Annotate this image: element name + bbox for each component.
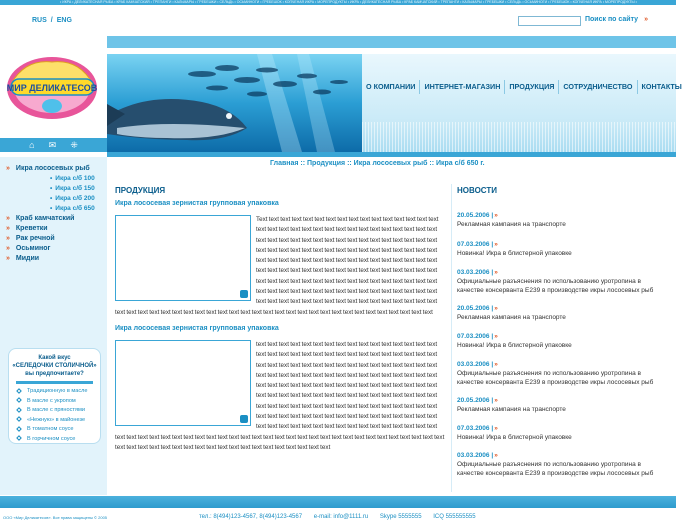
menu-item-crab[interactable]: » Краб камчатский — [6, 215, 75, 222]
copyright: ООО «Мир Деликатесов». Все права защищены © 2005 — [3, 515, 108, 520]
news-date: 07.03.2006 — [457, 241, 490, 248]
search-input[interactable] — [518, 16, 581, 26]
submenu-item[interactable]: • Икра с/б 100 — [6, 174, 95, 184]
header-stripe — [107, 36, 676, 48]
logo-text: МИР ДЕЛИКАТЕСОВ — [6, 83, 98, 93]
nav-underline-bar — [107, 152, 676, 157]
menu-item-shrimp[interactable]: » Креветки — [6, 225, 48, 232]
poll-option[interactable]: «Нежную» в майонезе — [17, 416, 100, 426]
footer-contacts — [199, 514, 486, 520]
news-date: 03.03.2006 — [457, 269, 490, 276]
article-text: text text text text text text text text text text text text text text text text text text text text text text text text text text text text text text text text text text text text text text text text text text text text text text text text text text text text text text text text text text text text text text text text text text text text text text text text text text text text text text text text text text text text text text text text text text text text text text text text text text text text text text text text text text text text text text text text text text text text text text text text text text text text text text text text text text text text text text text text text text text text text text text text text text text text text text text text text text text text text text text text text text text text text text text text text text text text text text text text text text text text text text text text text text text text text text text text — [115, 340, 445, 451]
news-date: 20.05.2006 — [457, 305, 490, 312]
poll-widget — [8, 348, 101, 444]
news-date: 07.03.2006 — [457, 425, 490, 432]
search-arrow-icon: » — [644, 16, 648, 23]
lang-ru-link[interactable]: RUS — [32, 17, 47, 24]
news-arrow-icon: » — [494, 397, 498, 404]
poll-option[interactable]: В масле с укропом — [17, 397, 100, 407]
poll-divider — [16, 381, 93, 384]
news-item[interactable]: 07.03.2006 |» Новинка! Икра в блистерной упаковке — [457, 425, 572, 441]
article-title[interactable]: Икра лососевая зернистая групповая упаковка — [115, 200, 279, 207]
news-item[interactable]: 03.03.2006 |» Официальные разъяснения по использованию уротропина в качестве консерванта Е239 в производстве икры лососевых рыб — [457, 361, 654, 386]
hero-image — [107, 54, 362, 152]
news-arrow-icon: » — [494, 212, 498, 219]
menu-arrow-icon: » — [6, 215, 10, 222]
news-item[interactable]: 20.05.2006 |» Рекламная кампания на транспорте — [457, 212, 566, 228]
news-date: 03.03.2006 — [457, 361, 490, 368]
poll-title: Какой вкус «СЕЛЕДОЧКИ СТОЛИЧНОЙ» вы предпочитаете? — [12, 355, 97, 377]
radio-icon[interactable] — [16, 407, 22, 413]
nav-about[interactable]: О КОМПАНИИ — [362, 80, 420, 94]
radio-icon[interactable] — [16, 435, 22, 441]
product-photo[interactable] — [115, 215, 251, 301]
news-item[interactable]: 03.03.2006 |» Официальные разъяснения по использованию уротропина в качестве консерванта Е239 в производстве икры лососевых рыб — [457, 269, 654, 294]
news-arrow-icon: » — [494, 333, 498, 340]
nav-products[interactable]: ПРОДУКЦИЯ — [505, 80, 559, 94]
footer-skype: Skype 5555555 — [379, 514, 422, 520]
radio-icon[interactable] — [16, 388, 22, 394]
footer-phone: тел.: 8(494)123-4567, 8(494)123-4567 — [199, 514, 303, 520]
nav-background — [362, 54, 676, 152]
news-arrow-icon: » — [494, 305, 498, 312]
menu-arrow-icon: » — [6, 245, 10, 252]
sitemap-icon[interactable]: ⁜ — [70, 140, 78, 150]
product-photo[interactable] — [115, 340, 251, 426]
radio-icon[interactable] — [16, 397, 22, 403]
menu-item-caviar[interactable]: » Икра лососевых рыб — [6, 165, 90, 172]
nav-shop[interactable]: ИНТЕРНЕТ-МАГАЗИН — [420, 80, 505, 94]
news-item[interactable]: 20.05.2006 |» Рекламная кампания на транспорте — [457, 305, 566, 321]
news-arrow-icon: » — [494, 425, 498, 432]
article — [115, 215, 448, 318]
news-column — [457, 185, 672, 477]
nav-cooperation[interactable]: СОТРУДНИЧЕСТВО — [559, 80, 637, 94]
radio-icon[interactable] — [16, 426, 22, 432]
news-item[interactable]: 03.03.2006 |» Официальные разъяснения по использованию уротропина в качестве консерванта Е239 в производстве икры лососевых рыб — [457, 452, 654, 477]
submenu-item[interactable]: • Икра с/б 650 — [6, 204, 95, 214]
breadcrumb[interactable]: Главная :: Продукция :: Икра лососевых рыб :: Икра с/б 650 г. — [270, 160, 485, 167]
article-text: Text text text text text text text text text text text text text text text text text text text text text text text text text text text text text text text text text text text text text text text text text text text text text text text text text text text text text text text text text text text text text text text text text text text text text text text text text text text text text text text text text text text text text text text text text text text text text text text text text text text text text text text text text text text text text text text text text text text text text text text text text text text text text text text text text text text text text text text text text text text text text text text text text text text text text text text text text text text text text text text text text text text text text text text text text text text text — [115, 216, 439, 316]
footer-icq: ICQ 555555555 — [433, 514, 476, 520]
nav-contacts[interactable]: КОНТАКТЫ — [641, 82, 682, 91]
mail-icon[interactable]: ✉ — [48, 140, 57, 150]
submenu-item[interactable]: • Икра с/б 150 — [6, 184, 95, 194]
sidebar-menu — [6, 164, 95, 264]
products-heading: ПРОДУКЦИЯ — [115, 186, 166, 195]
poll-option[interactable]: В масле с пряностями — [17, 406, 100, 416]
search-button[interactable]: Поиск по сайту » — [585, 16, 648, 23]
submenu-item[interactable]: • Икра с/б 200 — [6, 194, 95, 204]
poll-option[interactable]: В горчичном соусе — [17, 435, 100, 445]
menu-item-mussels[interactable]: » Мидии — [6, 255, 40, 262]
news-item[interactable]: 07.03.2006 |» Новинка! Икра в блистерной упаковке — [457, 241, 572, 257]
footer-email[interactable]: e-mail: info@1111.ru — [313, 514, 369, 520]
site-logo[interactable] — [5, 54, 100, 122]
menu-arrow-icon: » — [6, 225, 10, 232]
news-item[interactable]: 07.03.2006 |» Новинка! Икра в блистерной упаковке — [457, 333, 572, 349]
menu-arrow-icon: » — [6, 165, 10, 172]
news-heading: НОВОСТИ — [457, 186, 498, 195]
news-arrow-icon: » — [494, 269, 498, 276]
main-nav — [362, 80, 682, 94]
news-date: 07.03.2006 — [457, 333, 490, 340]
home-icon[interactable]: ⌂ — [29, 140, 35, 150]
news-date: 20.05.2006 — [457, 212, 490, 219]
lang-separator: / — [50, 17, 53, 24]
article — [115, 340, 448, 453]
menu-item-octopus[interactable]: » Осьминог — [6, 245, 51, 252]
radio-icon[interactable] — [16, 416, 22, 422]
zoom-icon[interactable] — [240, 415, 248, 423]
icon-bar — [0, 138, 107, 152]
article-title[interactable]: Икра лососевая зернистая групповая упаковка — [115, 324, 279, 332]
language-switch — [32, 17, 76, 24]
news-item[interactable]: 20.05.2006 |» Рекламная кампания на транспорте — [457, 397, 566, 413]
menu-arrow-icon: » — [6, 255, 10, 262]
news-date: 20.05.2006 — [457, 397, 490, 404]
lang-en-link[interactable]: ENG — [56, 17, 72, 24]
news-arrow-icon: » — [494, 361, 498, 368]
poll-option[interactable]: В томатном соусе — [17, 425, 100, 435]
news-arrow-icon: » — [494, 241, 498, 248]
top-ticker: • ИКРА • ДЕЛИКАТЕСНАЯ РЫБА • КРАБ КАМЧАТСКИЙ • ТРЕПАНГИ • КАЛЬМАРЫ • ГРЕБЕШКИ • СЕЛЬДЬ • ОСЬМИНОГИ • ГРЕБЕШОК • КОПЧЕНАЯ ИКРА • МОРЕПРОДУКТЫ • ИКРА • ДЕЛИКАТЕСНАЯ РЫБА • КРАБ КАМЧАТСКИЙ • ТРЕПАНГИ • КАЛЬМАРЫ • ГРЕБЕШКИ • СЕЛЬДЬ • ОСЬМИНОГИ • ГРЕБЕШОК • КОПЧЕНАЯ ИКРА • МОРЕПРОДУКТЫ • — [0, 0, 676, 5]
main-content — [115, 185, 448, 453]
news-date: 03.03.2006 — [457, 452, 490, 459]
menu-arrow-icon: » — [6, 235, 10, 242]
column-divider — [451, 184, 452, 492]
footer-bar — [0, 496, 676, 508]
menu-item-crayfish[interactable]: » Рак речной — [6, 235, 55, 242]
news-arrow-icon: » — [494, 452, 498, 459]
zoom-icon[interactable] — [240, 290, 248, 298]
poll-option[interactable]: Традиционную в масле — [17, 387, 100, 397]
